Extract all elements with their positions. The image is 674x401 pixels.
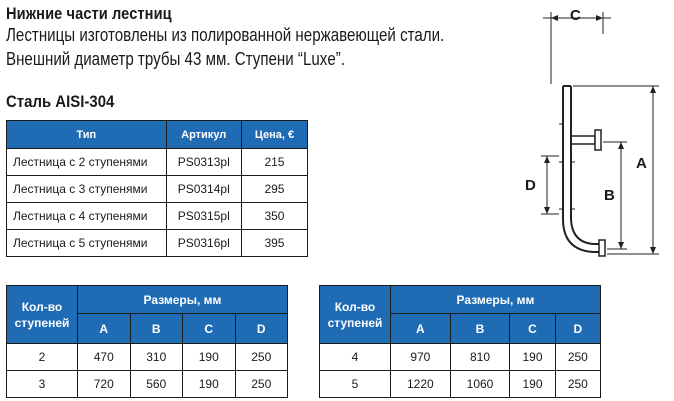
cell-c: 190	[510, 344, 555, 371]
cell-d: 250	[555, 344, 600, 371]
col-step-count	[320, 286, 391, 344]
col-article: Артикул	[166, 121, 241, 149]
col-d: D	[555, 314, 600, 344]
table-row	[7, 230, 308, 257]
cell-d: 250	[235, 344, 288, 371]
col-a: A	[391, 314, 451, 344]
label-d: D	[525, 177, 536, 194]
table-row	[320, 371, 601, 398]
col-c: C	[510, 314, 555, 344]
label-b: B	[604, 187, 615, 204]
cell-article: PS0316pl	[166, 230, 241, 257]
cell-a: 970	[391, 344, 451, 371]
step-count-label-1: Кол-во	[21, 299, 63, 314]
cell-c: 190	[183, 371, 236, 398]
step-count-label-2: ступеней	[327, 315, 383, 330]
col-type: Тип	[7, 121, 167, 149]
cell-price: 350	[241, 203, 307, 230]
cell-a: 470	[78, 344, 131, 371]
step-bracket	[571, 136, 595, 144]
cell-steps: 4	[320, 344, 391, 371]
col-a: A	[78, 314, 131, 344]
cell-b: 1060	[450, 371, 510, 398]
cell-b: 810	[450, 344, 510, 371]
page-title: Нижние части лестниц	[6, 4, 172, 23]
step-bracket-plate	[595, 130, 601, 150]
step-count-label-2: ступеней	[14, 315, 70, 330]
table-row	[7, 344, 288, 371]
cell-type: Лестница с 2 ступенями	[7, 149, 167, 176]
description-line-2: Внешний диаметр трубы 43 мм. Ступени “Luxe”.	[6, 49, 345, 69]
ladder-diagram	[515, 4, 670, 272]
table-row	[7, 149, 308, 176]
ladder-foot	[599, 240, 605, 256]
arrowhead	[650, 247, 656, 254]
label-c: C	[570, 7, 581, 24]
step-count-label-1: Кол-во	[334, 299, 376, 314]
ladder-tube	[563, 86, 601, 252]
cell-article: PS0313pl	[166, 149, 241, 176]
ladder-tube	[571, 86, 601, 244]
cell-d: 250	[555, 371, 600, 398]
steel-grade-heading: Сталь AISI-304	[6, 92, 115, 111]
table-row	[7, 176, 308, 203]
col-b: B	[130, 314, 183, 344]
cell-d: 250	[235, 371, 288, 398]
cell-a: 720	[78, 371, 131, 398]
table-row	[7, 371, 288, 398]
arrowhead	[551, 15, 558, 21]
col-d: D	[235, 314, 288, 344]
cell-b: 310	[130, 344, 183, 371]
arrowhead	[596, 15, 603, 21]
cell-type: Лестница с 5 ступенями	[7, 230, 167, 257]
cell-c: 190	[183, 344, 236, 371]
price-table-header	[7, 121, 308, 149]
size-table-header	[7, 286, 288, 314]
cell-steps: 5	[320, 371, 391, 398]
col-c: C	[183, 314, 236, 344]
description-line-1: Лестницы изготовлены из полированной нержавеющей стали.	[6, 25, 445, 45]
cell-steps: 3	[7, 371, 78, 398]
cell-article: PS0315pl	[166, 203, 241, 230]
cell-b: 560	[130, 371, 183, 398]
table-row	[320, 344, 601, 371]
col-price: Цена, €	[241, 121, 307, 149]
col-b: B	[450, 314, 510, 344]
col-step-count	[7, 286, 78, 344]
col-sizes: Размеры, мм	[78, 286, 288, 314]
cell-price: 395	[241, 230, 307, 257]
arrowhead	[544, 156, 550, 163]
cell-a: 1220	[391, 371, 451, 398]
cell-price: 215	[241, 149, 307, 176]
cell-type: Лестница с 4 ступенями	[7, 203, 167, 230]
col-sizes: Размеры, мм	[391, 286, 601, 314]
arrowhead	[650, 86, 656, 93]
cell-article: PS0314pl	[166, 176, 241, 203]
size-table-header	[320, 286, 601, 314]
arrowhead	[618, 242, 624, 249]
cell-steps: 2	[7, 344, 78, 371]
cell-c: 190	[510, 371, 555, 398]
price-table	[6, 120, 308, 257]
cell-type: Лестница с 3 ступенями	[7, 176, 167, 203]
arrowhead	[544, 207, 550, 214]
label-a: A	[636, 155, 647, 172]
arrowhead	[618, 142, 624, 149]
size-table-left	[6, 285, 288, 398]
table-row	[7, 203, 308, 230]
cell-price: 295	[241, 176, 307, 203]
size-table-right	[319, 285, 601, 398]
